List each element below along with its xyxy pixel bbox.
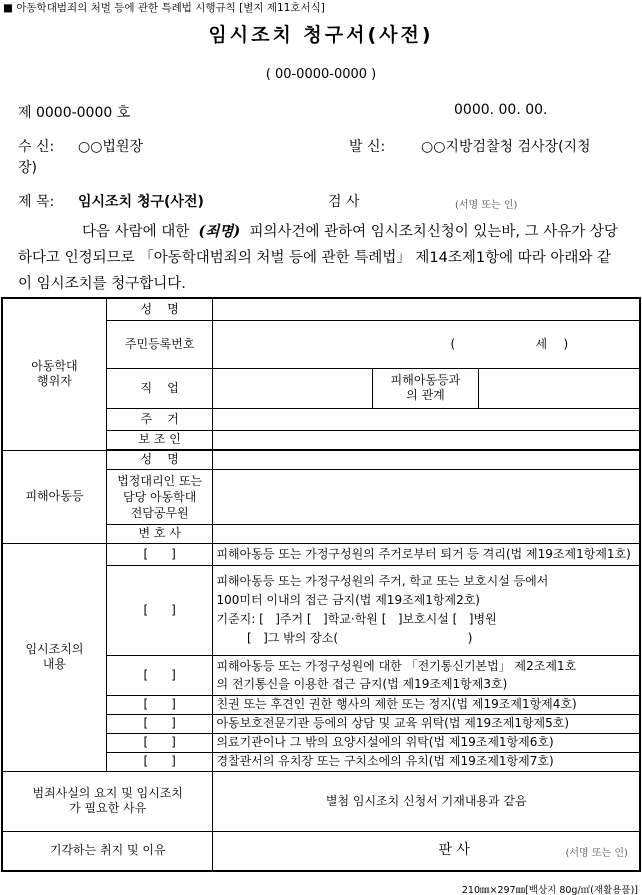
- measure-5-text: 아동보호전문기관 등에의 상담 및 교육 위탁(법 제19조제1항제5호): [213, 714, 640, 733]
- perpetrator-name-field[interactable]: [213, 298, 640, 320]
- measures-section-label: 임시조치의 내용: [2, 543, 106, 771]
- prosecutor-label: 검 사: [328, 194, 360, 210]
- victim-name-field[interactable]: [213, 450, 640, 469]
- victim-section-label: 피해아동등: [2, 450, 106, 543]
- crime-name-placeholder: (죄명): [198, 223, 241, 240]
- document-number: ( 00-0000-0000 ): [265, 67, 377, 82]
- measure-2-line-1: 피해아동등 또는 가정구성원의 주거, 학교 또는 보호시설 등에서: [216, 574, 549, 588]
- sender-label: 발 신:: [349, 139, 386, 155]
- page-title: 임시조치 청구서(사전): [208, 24, 434, 46]
- measure-3-line-1: 피해아동등 또는 가정구성원에 대한 「전기통신기본법」 제2조제1호: [216, 659, 577, 673]
- reference-number: 제 0000-0000 호: [18, 105, 131, 121]
- request-paragraph: [18, 219, 624, 297]
- age-unit: 세: [535, 336, 548, 351]
- measure-4-checkbox[interactable]: [ ]: [106, 695, 213, 714]
- perpetrator-id-field[interactable]: [213, 320, 640, 368]
- judge-sign-note: (서명 또는 인): [565, 847, 628, 859]
- measure-3-checkbox[interactable]: [ ]: [106, 655, 213, 695]
- body-rest: 피의사건에 관하여 임시조치신청이 있는바, 그 사유가 상당하다고 인정되므로 「아동학대범죄의 처벌 등에 관한 특례법」 제14조제1항에 따라 아래와 같이 임시조치를 청구합니다.: [18, 224, 618, 292]
- age-close-paren: ): [563, 336, 569, 351]
- form-reference: 아동학대범죄의 처벌 등에 관한 특례법 시행규칙 [별지 제11호서식]: [16, 2, 325, 14]
- legal-rep-label: 법정대리인 또는 담당 아동학대 전담공무원: [106, 469, 213, 524]
- summary-value: 별첨 임시조치 신청서 기재내용과 같음: [213, 771, 640, 831]
- summary-label: 범죄사실의 요지 및 임시조치 가 필요한 사유: [2, 771, 213, 831]
- perpetrator-name-label: 성 명: [106, 298, 213, 320]
- body-intro: 다음 사람에 대한: [82, 224, 190, 240]
- judge-label: 판 사: [438, 841, 470, 858]
- form-header: [3, 0, 325, 15]
- age-open-paren: (: [450, 336, 456, 351]
- relation-field[interactable]: [478, 368, 640, 408]
- measure-7-text: 경찰관서의 유치장 또는 구치소에의 유치(법 제19조제1항제7호): [213, 752, 640, 771]
- lawyer-field[interactable]: [213, 524, 640, 543]
- dismissal-label: 기각하는 취지 및 이유: [2, 831, 213, 871]
- sender-value-cont: 장): [18, 160, 37, 176]
- measure-4-text: 친권 또는 후견인 권한 행사의 제한 또는 정지(법 제19조제1항제4호): [213, 695, 640, 714]
- perpetrator-address-field[interactable]: [213, 408, 640, 430]
- perpetrator-job-field[interactable]: [213, 368, 373, 408]
- square-bullet-icon: ■: [3, 2, 13, 14]
- guardian-label: 보 조 인: [106, 430, 213, 449]
- prosecutor-sign-note: (서명 또는 인): [455, 200, 518, 211]
- measure-1-checkbox[interactable]: [ ]: [106, 543, 213, 565]
- measure-3-text: [213, 655, 640, 695]
- measure-2-line-3: 기준지: [ ]주거 [ ]학교·학원 [ ]보호시설 [ ]병원: [216, 612, 497, 626]
- perpetrator-job-label: 직 업: [106, 368, 213, 408]
- measure-2-checkbox[interactable]: [ ]: [106, 565, 213, 655]
- lawyer-label: 변 호 사: [106, 524, 213, 543]
- measure-3-line-2: 의 전기통신을 이용한 접근 금지(법 제19조제1항제3호): [216, 677, 508, 691]
- dismissal-field[interactable]: [213, 831, 640, 871]
- subject-label: 제 목:: [18, 194, 55, 210]
- relation-label: 피해아동등과 의 관계: [373, 368, 479, 408]
- measure-6-text: 의료기관이나 그 밖의 요양시설에의 위탁(법 제19조제1항제6호): [213, 733, 640, 752]
- measure-2-line-2: 100미터 이내의 접근 금지(법 제19조제1항제2호): [216, 593, 480, 607]
- guardian-field[interactable]: [213, 430, 640, 449]
- perpetrator-address-label: 주 거: [106, 408, 213, 430]
- recipient-value: ○○법원장: [78, 139, 144, 155]
- measure-6-checkbox[interactable]: [ ]: [106, 733, 213, 752]
- measure-5-checkbox[interactable]: [ ]: [106, 714, 213, 733]
- sender-value: ○○지방검찰청 검사장(지청: [421, 139, 591, 155]
- request-table: [1, 297, 641, 872]
- perpetrator-section-label: 아동학대 행위자: [2, 298, 106, 450]
- subject-value: 임시조치 청구(사전): [78, 194, 204, 210]
- victim-name-label: 성 명: [106, 450, 213, 469]
- document-date: 0000. 00. 00.: [454, 102, 548, 118]
- measure-1-text: 피해아동등 또는 가정구성원의 주거로부터 퇴거 등 격리(법 제19조제1항제1호): [213, 543, 640, 565]
- recipient-label: 수 신:: [18, 139, 55, 155]
- legal-rep-field[interactable]: [213, 469, 640, 524]
- measure-7-checkbox[interactable]: [ ]: [106, 752, 213, 771]
- measure-2-line-4: [ ]그 밖의 장소( ): [216, 631, 473, 645]
- measure-2-text: [213, 565, 640, 655]
- perpetrator-id-label: 주민등록번호: [106, 320, 213, 368]
- paper-spec-footer: 210㎜×297㎜[백상지 80g/㎡(재활용품)]: [461, 885, 638, 895]
